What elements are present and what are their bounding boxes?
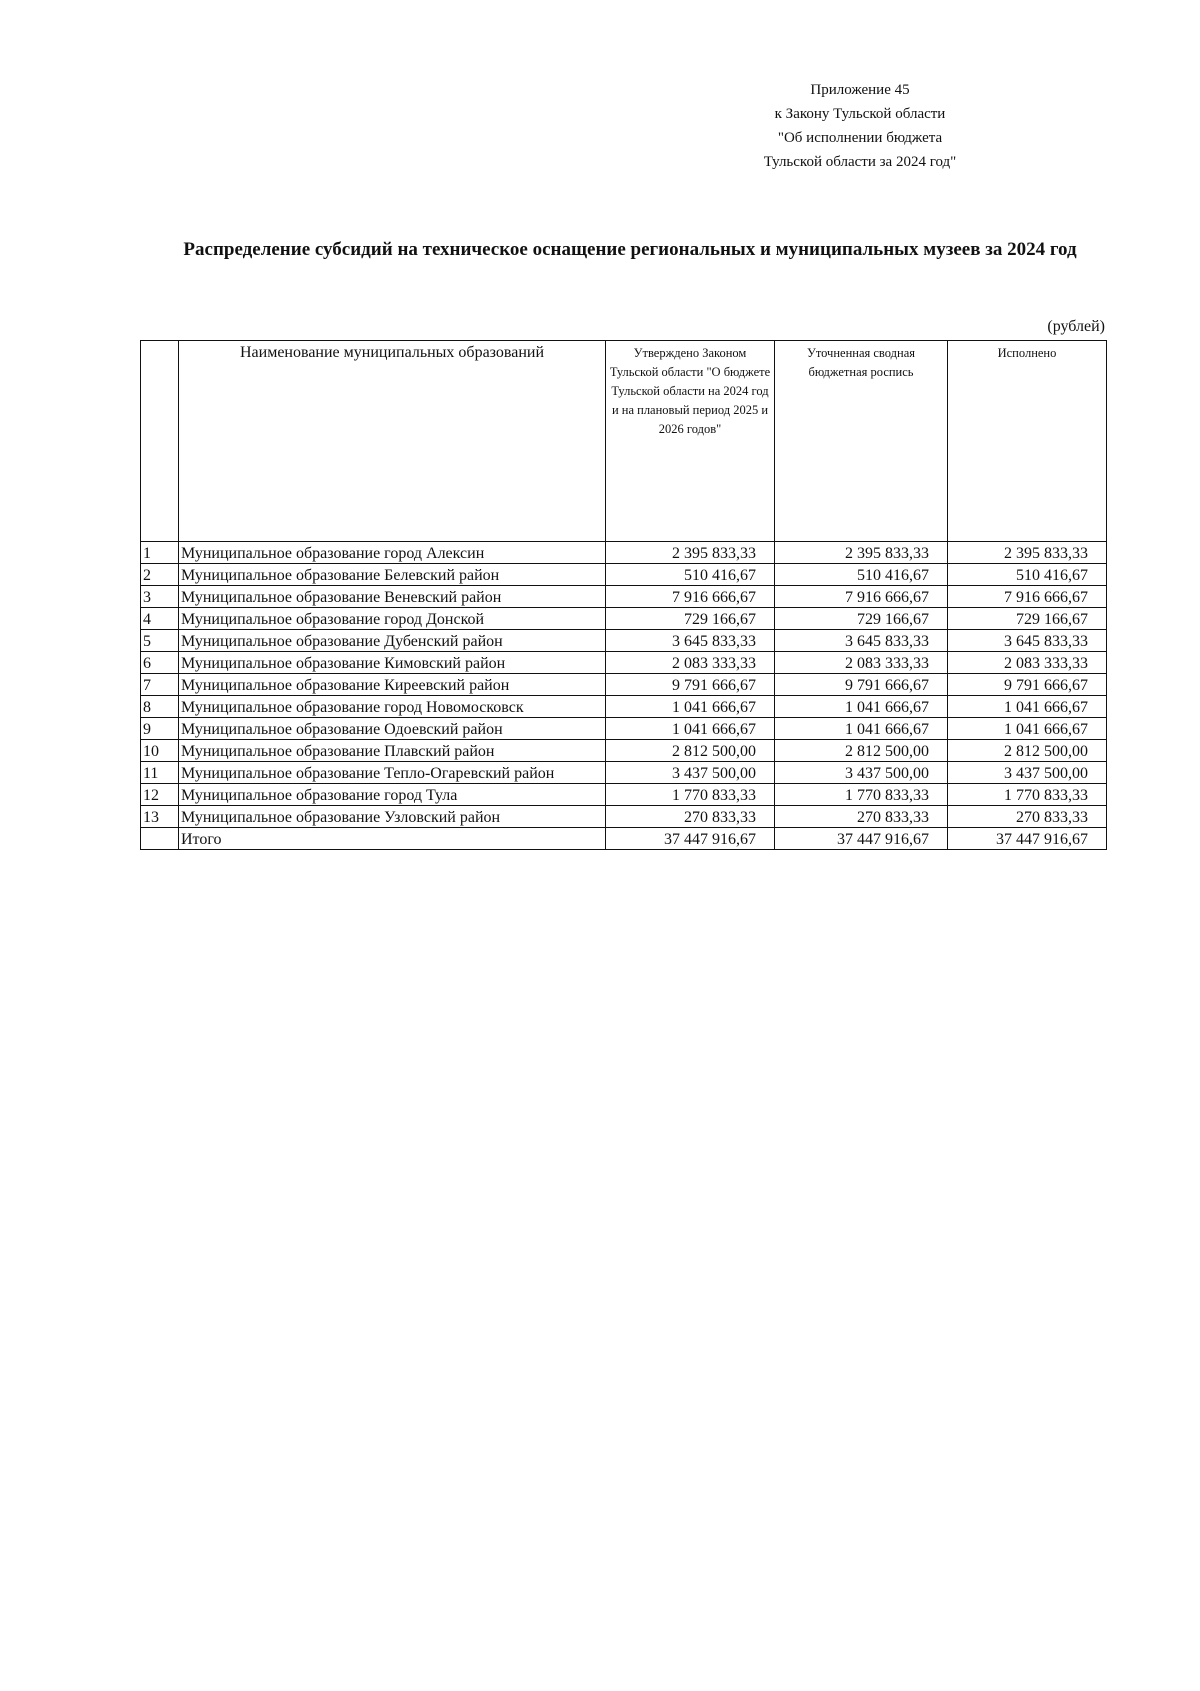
appendix-line-4: Тульской области за 2024 год" (763, 154, 957, 170)
table-row (141, 784, 1107, 806)
row-approved: 510 416,67 (606, 564, 775, 586)
row-executed: 3 645 833,33 (948, 630, 1107, 652)
row-name: Муниципальное образование Кимовский район (179, 652, 606, 674)
row-name: Муниципальное образование Узловский район (179, 806, 606, 828)
row-num: 10 (141, 740, 179, 762)
row-refined: 1 770 833,33 (775, 784, 948, 806)
row-refined: 3 437 500,00 (775, 762, 948, 784)
header-executed: Исполнено (948, 341, 1107, 542)
row-executed: 1 041 666,67 (948, 696, 1107, 718)
table-row (141, 762, 1107, 784)
row-num: 13 (141, 806, 179, 828)
row-num: 3 (141, 586, 179, 608)
header-row (141, 341, 1107, 542)
row-executed: 270 833,33 (948, 806, 1107, 828)
appendix-line-1: Приложение 45 (810, 82, 910, 98)
row-refined: 1 041 666,67 (775, 718, 948, 740)
row-approved: 9 791 666,67 (606, 674, 775, 696)
table-row (141, 586, 1107, 608)
row-refined: 3 645 833,33 (775, 630, 948, 652)
row-refined: 2 812 500,00 (775, 740, 948, 762)
row-name: Муниципальное образование Дубенский район (179, 630, 606, 652)
row-refined: 9 791 666,67 (775, 674, 948, 696)
row-refined: 2 395 833,33 (775, 542, 948, 564)
row-num: 9 (141, 718, 179, 740)
total-executed: 37 447 916,67 (948, 828, 1107, 850)
table-row (141, 740, 1107, 762)
document-title: Распределение субсидий на техническое оснащение региональных и муниципальных музеев за 2024 год (183, 239, 1077, 260)
row-executed: 729 166,67 (948, 608, 1107, 630)
row-refined: 510 416,67 (775, 564, 948, 586)
total-refined: 37 447 916,67 (775, 828, 948, 850)
row-refined: 7 916 666,67 (775, 586, 948, 608)
row-name: Муниципальное образование Одоевский район (179, 718, 606, 740)
header-approved: Утверждено Законом Тульской области "О бюджете Тульской области на 2024 год и на плановый период 2025 и 2026 годов" (606, 341, 775, 542)
table-header (141, 341, 1107, 542)
row-approved: 1 770 833,33 (606, 784, 775, 806)
row-approved: 1 041 666,67 (606, 718, 775, 740)
row-num: 12 (141, 784, 179, 806)
row-executed: 2 395 833,33 (948, 542, 1107, 564)
table-row (141, 630, 1107, 652)
appendix-line-2: к Закону Тульской области (774, 106, 946, 122)
table-body (141, 542, 1107, 850)
total-label: Итого (179, 828, 606, 850)
appendix-line-3: "Об исполнении бюджета (777, 130, 943, 146)
table-row (141, 674, 1107, 696)
row-num: 5 (141, 630, 179, 652)
header-refined: Уточненная сводная бюджетная роспись (775, 341, 948, 542)
table-row (141, 806, 1107, 828)
subsidy-table (140, 340, 1107, 850)
appendix-block (700, 78, 1020, 174)
row-name: Муниципальное образование город Донской (179, 608, 606, 630)
row-approved: 270 833,33 (606, 806, 775, 828)
row-num: 6 (141, 652, 179, 674)
row-refined: 729 166,67 (775, 608, 948, 630)
row-num: 11 (141, 762, 179, 784)
row-executed: 1 041 666,67 (948, 718, 1107, 740)
total-approved: 37 447 916,67 (606, 828, 775, 850)
row-name: Муниципальное образование Белевский район (179, 564, 606, 586)
table-row (141, 608, 1107, 630)
row-approved: 1 041 666,67 (606, 696, 775, 718)
row-name: Муниципальное образование Веневский район (179, 586, 606, 608)
row-approved: 2 083 333,33 (606, 652, 775, 674)
row-num: 8 (141, 696, 179, 718)
row-name: Муниципальное образование город Новомосковск (179, 696, 606, 718)
row-refined: 1 041 666,67 (775, 696, 948, 718)
table-row (141, 718, 1107, 740)
row-name: Муниципальное образование Тепло-Огаревский район (179, 762, 606, 784)
header-num (141, 341, 179, 542)
table-row (141, 564, 1107, 586)
row-name: Муниципальное образование Плавский район (179, 740, 606, 762)
row-executed: 2 812 500,00 (948, 740, 1107, 762)
row-executed: 7 916 666,67 (948, 586, 1107, 608)
row-executed: 1 770 833,33 (948, 784, 1107, 806)
row-num: 2 (141, 564, 179, 586)
row-name: Муниципальное образование город Алексин (179, 542, 606, 564)
row-num: 7 (141, 674, 179, 696)
row-refined: 270 833,33 (775, 806, 948, 828)
row-executed: 3 437 500,00 (948, 762, 1107, 784)
row-num: 1 (141, 542, 179, 564)
row-name: Муниципальное образование город Тула (179, 784, 606, 806)
total-num (141, 828, 179, 850)
row-approved: 729 166,67 (606, 608, 775, 630)
row-num: 4 (141, 608, 179, 630)
row-executed: 510 416,67 (948, 564, 1107, 586)
row-approved: 3 437 500,00 (606, 762, 775, 784)
total-row (141, 828, 1107, 850)
table-row (141, 652, 1107, 674)
row-refined: 2 083 333,33 (775, 652, 948, 674)
units-label: (рублей) (1047, 318, 1105, 335)
table-row (141, 542, 1107, 564)
row-executed: 9 791 666,67 (948, 674, 1107, 696)
header-name: Наименование муниципальных образований (179, 341, 606, 542)
row-executed: 2 083 333,33 (948, 652, 1107, 674)
row-approved: 3 645 833,33 (606, 630, 775, 652)
row-name: Муниципальное образование Киреевский район (179, 674, 606, 696)
row-approved: 2 395 833,33 (606, 542, 775, 564)
row-approved: 7 916 666,67 (606, 586, 775, 608)
table-row (141, 696, 1107, 718)
row-approved: 2 812 500,00 (606, 740, 775, 762)
